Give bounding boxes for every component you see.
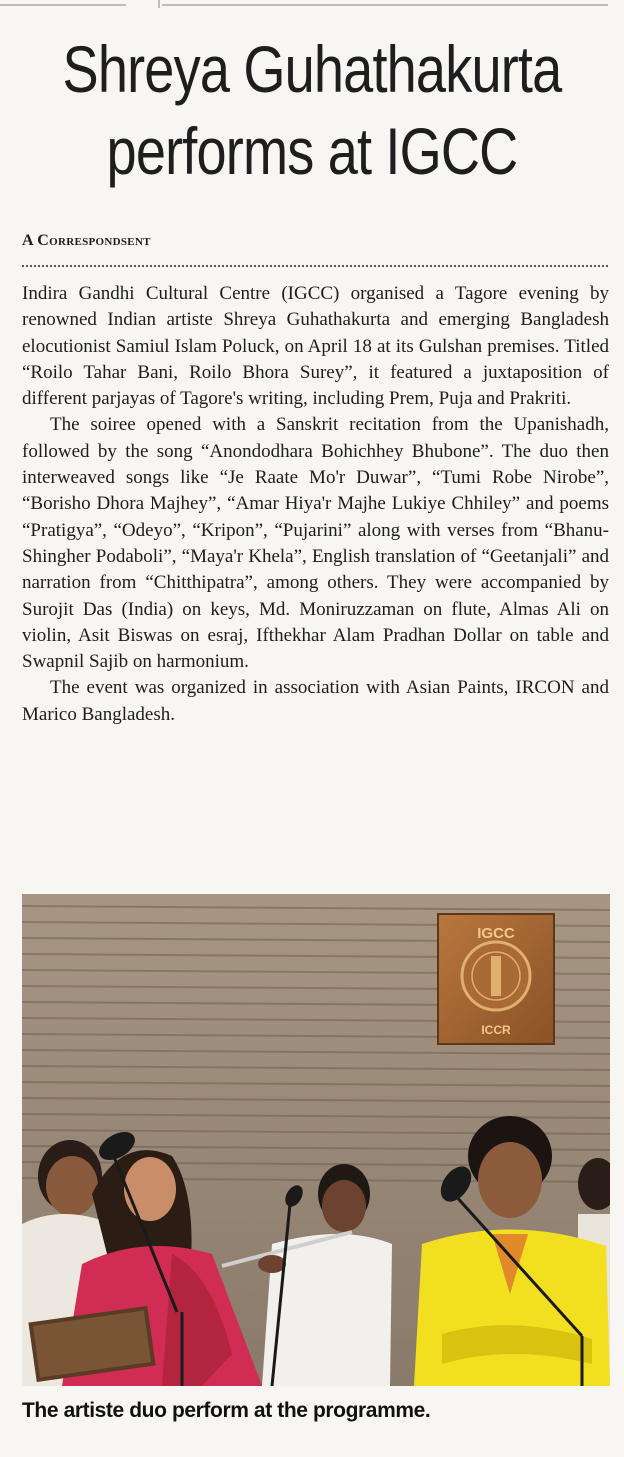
article-photo bbox=[22, 894, 610, 1386]
paragraph-2: The soiree opened with a Sanskrit recitation from the Upanishadh, followed by the song “Anondodhara Bohichhey Bhubone”. The duo then interweaved songs like “Je Raate Mo'r Duwar”, “Tumi Robe Nirobe”, “Borisho Dhora Majhey”, “Amar Hiya'r Majhe Lukiye Chhiley” and poems “Pratigya”, “Odeyo”, “Kripon”, “Pujarini” along with verses from “Bhanu-Shingher Podaboli”, “Maya'r Khela”, English translation of “Geetanjali” and narration from “Chitthipatra”, among others. They were accompanied by Surojit Das (India) on keys, Md. Moniruzzaman on flute, Almas Ali on violin, Asit Biswas on esraj, Ifthekhar Alam Pradhan Dollar on table and Swapnil Sajib on harmonium. bbox=[22, 414, 609, 673]
plaque-bottom-text: ICCR bbox=[481, 1023, 511, 1037]
igcc-plaque bbox=[438, 914, 554, 1044]
rule-divider bbox=[158, 0, 160, 8]
byline: A Correspondsent bbox=[22, 232, 151, 249]
paragraph-3: The event was organized in association with Asian Paints, IRCON and Marico Bangladesh. bbox=[22, 677, 609, 725]
headline-line-1: Shreya Guhathakurta bbox=[62, 32, 562, 106]
stage-scene bbox=[22, 894, 610, 1386]
rule-left bbox=[0, 4, 126, 6]
dotted-separator bbox=[22, 265, 608, 267]
headline bbox=[56, 28, 568, 192]
photo-caption: The artiste duo perform at the programme. bbox=[22, 1399, 431, 1422]
plaque-top-text: IGCC bbox=[477, 925, 515, 942]
top-rules bbox=[0, 0, 624, 10]
article-body bbox=[22, 281, 609, 728]
rule-right bbox=[162, 4, 608, 6]
paragraph-1: Indira Gandhi Cultural Centre (IGCC) organised a Tagore evening by renowned Indian artiste Shreya Guhathakurta and emerging Bangladesh elocutionist Samiul Islam Poluck, on April 18 at its Gulshan premises. Titled “Roilo Tahar Bani, Roilo Bhora Surey”, it featured a juxtaposition of different parjayas of Tagore's writing, including Prem, Puja and Prakriti. bbox=[22, 283, 609, 410]
headline-line-2: performs at IGCC bbox=[106, 114, 518, 188]
